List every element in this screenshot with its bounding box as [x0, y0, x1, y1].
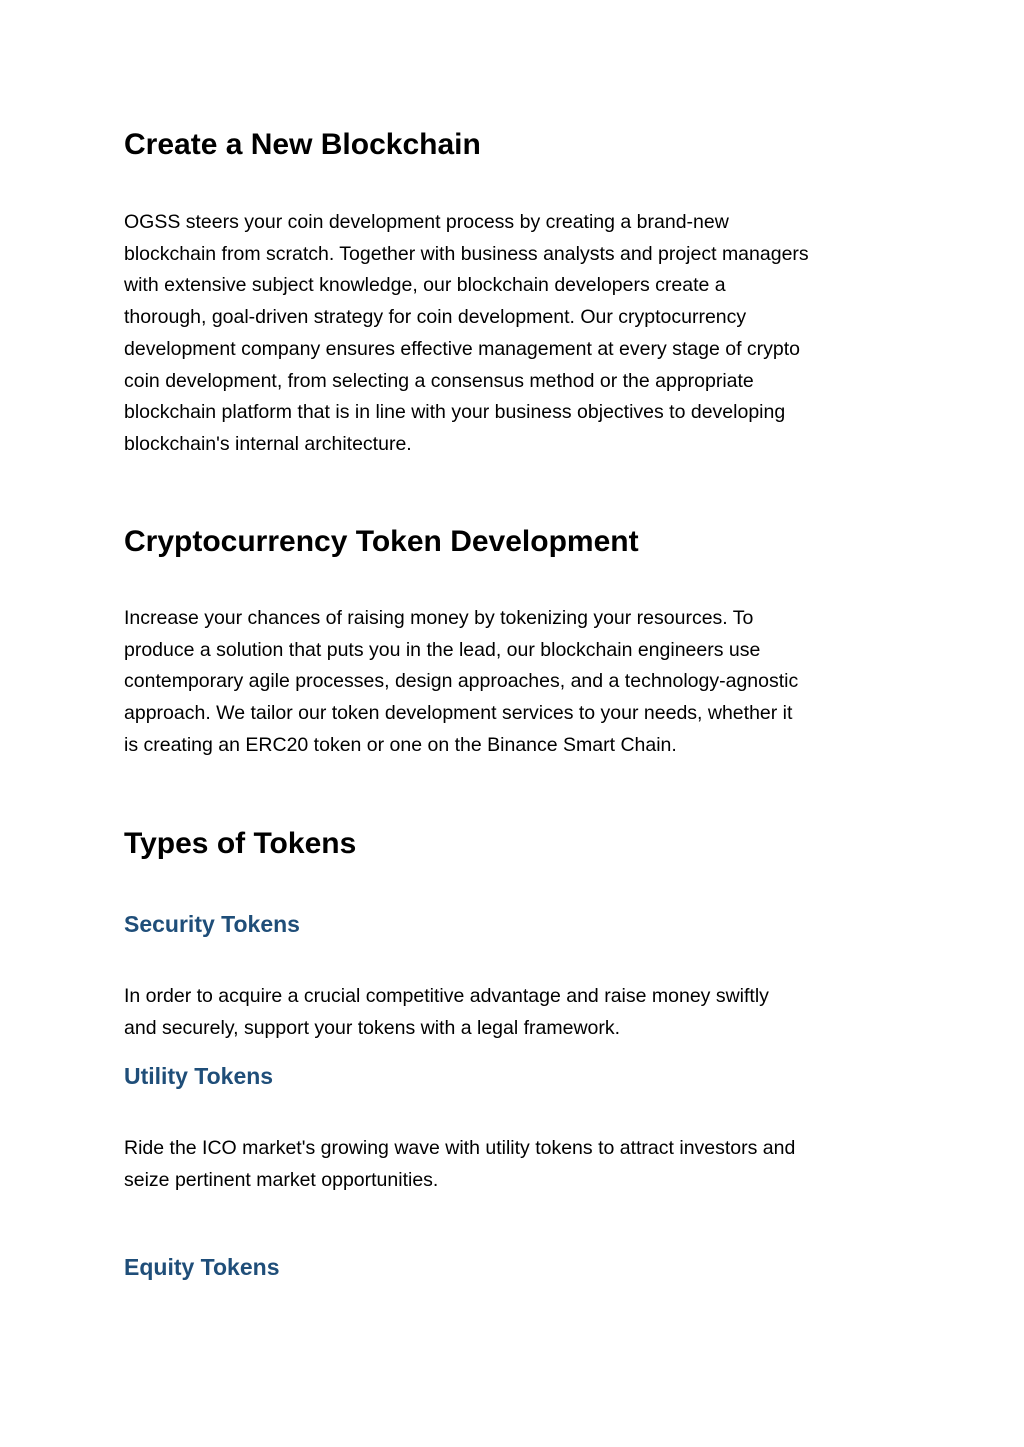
paragraph-line: produce a solution that puts you in the lead, our blockchain engineers use — [124, 638, 761, 661]
paragraph-line: and securely, support your tokens with a legal framework. — [124, 1016, 621, 1039]
paragraph-line: blockchain from scratch. Together with business analysts and project managers — [124, 242, 809, 265]
paragraph-line: coin development, from selecting a consensus method or the appropriate — [124, 369, 754, 392]
paragraph-line: seize pertinent market opportunities. — [124, 1168, 439, 1191]
paragraph-line: approach. We tailor our token development services to your needs, whether it — [124, 702, 793, 725]
paragraph-line: is creating an ERC20 token or one on the Binance Smart Chain. — [124, 733, 677, 756]
paragraph-create-blockchain — [124, 207, 904, 461]
paragraph-utility-tokens — [124, 1133, 904, 1196]
paragraph-token-development — [124, 603, 904, 762]
paragraph-line: with extensive subject knowledge, our blockchain developers create a — [124, 274, 726, 297]
heading-types-of-tokens: Types of Tokens — [124, 827, 357, 860]
heading-create-blockchain: Create a New Blockchain — [124, 128, 481, 161]
subheading-security-tokens: Security Tokens — [124, 911, 300, 937]
paragraph-line: contemporary agile processes, design approaches, and a technology-agnostic — [124, 670, 799, 693]
paragraph-line: development company ensures effective management at every stage of crypto — [124, 337, 801, 360]
paragraph-line: OGSS steers your coin development process by creating a brand-new — [124, 211, 729, 233]
paragraph-line: Increase your chances of raising money by tokenizing your resources. To — [124, 607, 754, 629]
paragraph-line: blockchain's internal architecture. — [124, 432, 412, 455]
paragraph-line: In order to acquire a crucial competitive advantage and raise money swiftly — [124, 985, 769, 1007]
heading-token-development: Cryptocurrency Token Development — [124, 525, 639, 558]
subheading-equity-tokens: Equity Tokens — [124, 1254, 280, 1280]
subheading-utility-tokens: Utility Tokens — [124, 1063, 274, 1089]
paragraph-line: Ride the ICO market's growing wave with utility tokens to attract investors and — [124, 1137, 796, 1159]
paragraph-line: blockchain platform that is in line with your business objectives to developing — [124, 401, 786, 424]
paragraph-line: thorough, goal-driven strategy for coin development. Our cryptocurrency — [124, 306, 747, 329]
paragraph-security-tokens — [124, 981, 904, 1044]
